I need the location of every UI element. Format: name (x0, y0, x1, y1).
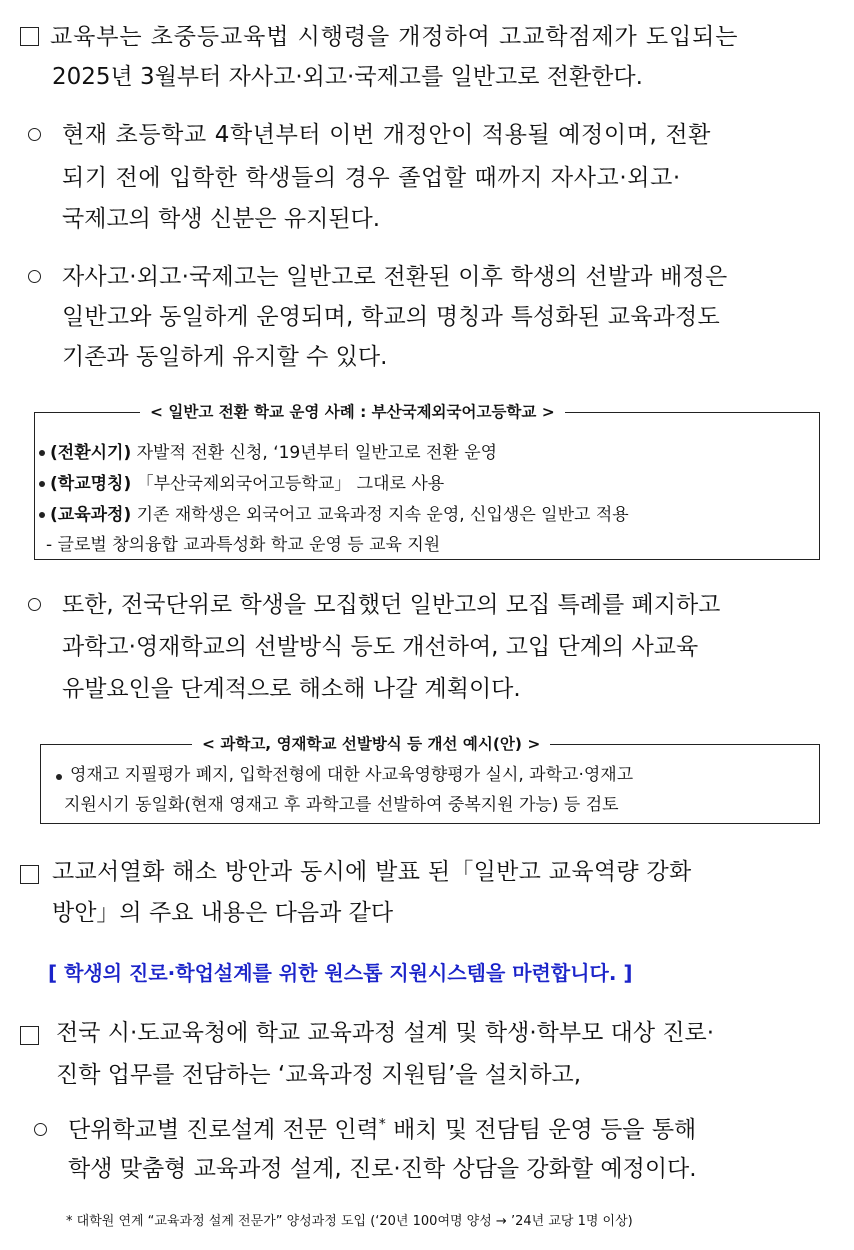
bullet-circle (28, 270, 41, 283)
box1-sub-item: - 글로벌 창의융합 교과특성화 학교 운영 등 교육 지원 (46, 535, 441, 555)
section-heading: [ 학생의 진로·학업설계를 위한 원스톱 지원시스템을 마련합니다. ] (48, 961, 633, 985)
bullet-circle (34, 1123, 47, 1136)
example-box-title: < 일반고 전환 학교 운영 사례 : 부산국제외국어고등학교 > (140, 401, 565, 423)
example-box-title: < 과학고, 영재학교 선발방식 등 개선 예시(안) > (192, 733, 550, 755)
bullet1-line1: 현재 초등학교 4학년부터 이번 개정안이 적용될 예정이며, 전환 (62, 122, 711, 148)
bullet1-line3: 국제고의 학생 신분은 유지된다. (62, 206, 381, 232)
bullet3-line1: 또한, 전국단위로 학생을 모집했던 일반고의 모집 특례를 폐지하고 (62, 592, 721, 618)
section-checkbox (20, 865, 39, 884)
bullet3-line2: 과학고·영재학교의 선발방식 등도 개선하여, 고입 단계의 사교육 (62, 634, 699, 660)
section-checkbox (20, 1026, 39, 1045)
bullet-dot (39, 512, 45, 518)
bullet4-line1: 단위학교별 진로설계 전문 인력* 배치 및 전담팀 운영 등을 통해 (68, 1116, 697, 1143)
box2-line1: 영재고 지필평가 폐지, 입학전형에 대한 사교육영향평가 실시, 과학고·영재고 (70, 765, 634, 785)
section2-line1: 고교서열화 해소 방안과 동시에 발표 된「일반고 교육역량 강화 (52, 859, 692, 885)
bullet-dot (56, 774, 62, 780)
bullet2-line2: 일반고와 동일하게 운영되며, 학교의 명칭과 특성화된 교육과정도 (62, 304, 720, 330)
section3-line2: 진학 업무를 전담하는 ‘교육과정 지원팀’을 설치하고, (56, 1062, 582, 1088)
bullet-dot (39, 450, 45, 456)
section-checkbox (20, 27, 39, 46)
bullet-circle (28, 128, 41, 141)
bullet-circle (28, 598, 41, 611)
bullet2-line1: 자사고·외고·국제고는 일반고로 전환된 이후 학생의 선발과 배정은 (62, 264, 728, 290)
box1-item-transition-period: (전환시기) 자발적 전환 신청, ‘19년부터 일반고로 전환 운영 (50, 443, 498, 463)
bullet2-line3: 기존과 동일하게 유지할 수 있다. (62, 344, 388, 370)
bullet1-line2: 되기 전에 입학한 학생들의 경우 졸업할 때까지 자사고·외고· (62, 165, 681, 191)
bullet4-line2: 학생 맞춤형 교육과정 설계, 진로·진학 상담을 강화할 예정이다. (68, 1156, 697, 1182)
box2-line2: 지원시기 동일화(현재 영재고 후 과학고를 선발하여 중복지원 가능) 등 검토 (64, 795, 619, 815)
bullet-dot (39, 481, 45, 487)
box1-item-curriculum: (교육과정) 기존 재학생은 외국어고 교육과정 지속 운영, 신입생은 일반고 적용 (50, 505, 629, 525)
bullet3-line3: 유발요인을 단계적으로 해소해 나갈 계획이다. (62, 676, 521, 702)
footnote: * 대학원 연계 “교육과정 설계 전문가” 양성과정 도입 (‘20년 100여명 양성 → ’24년 교당 1명 이상) (66, 1214, 633, 1229)
section1-line2: 2025년 3월부터 자사고·외고·국제고를 일반고로 전환한다. (52, 64, 643, 90)
box1-item-school-name: (학교명칭) 「부산국제외국어고등학교」 그대로 사용 (50, 474, 445, 494)
section2-line2: 방안」의 주요 내용은 다음과 같다 (52, 900, 394, 926)
section1-line1: 교육부는 초중등교육법 시행령을 개정하여 고교학점제가 도입되는 (50, 24, 739, 50)
section3-line1: 전국 시·도교육청에 학교 교육과정 설계 및 학생·학부모 대상 진로· (56, 1020, 715, 1046)
